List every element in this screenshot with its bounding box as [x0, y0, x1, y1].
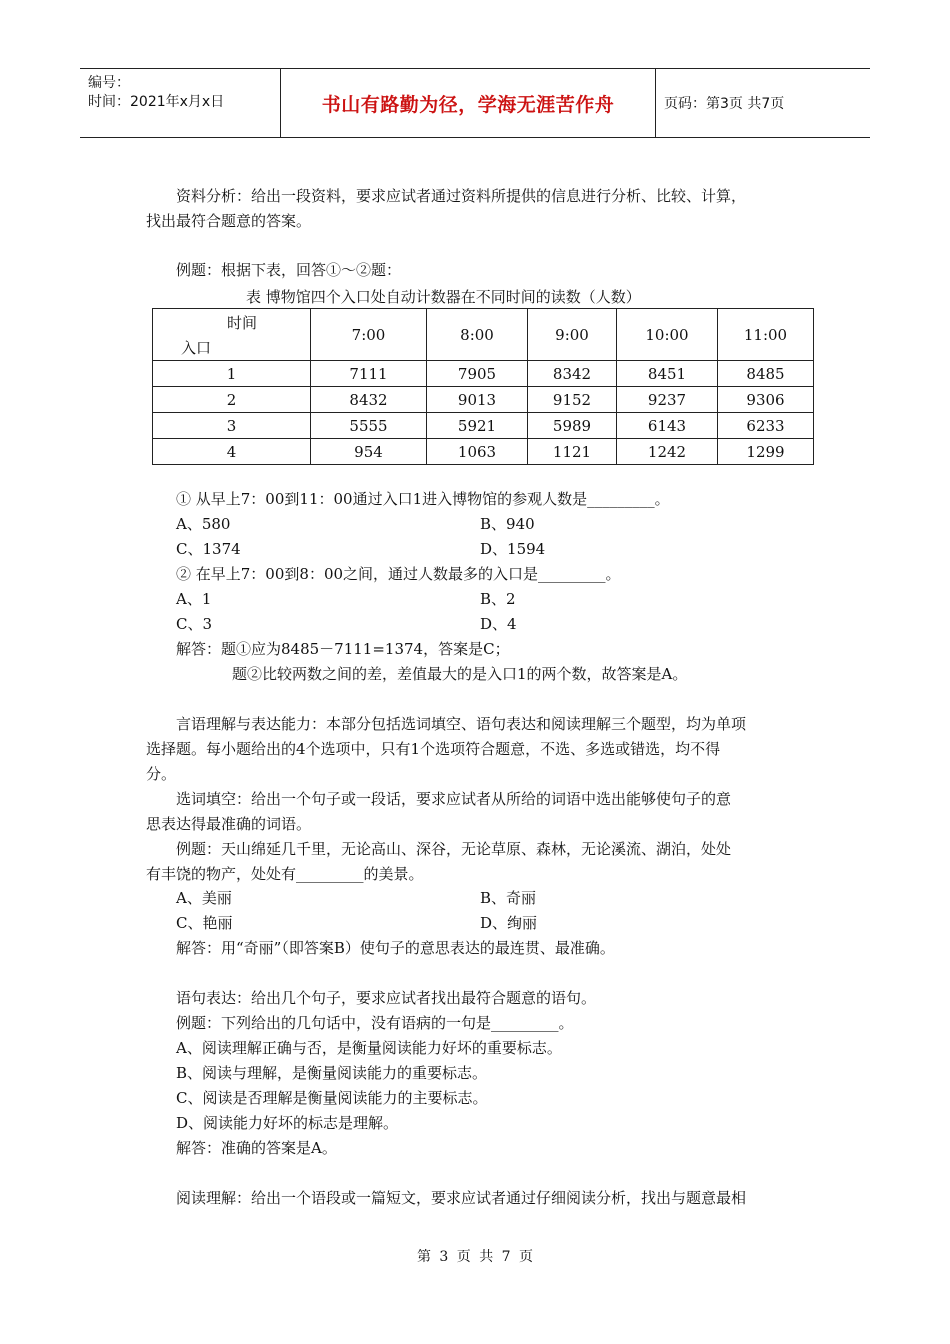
table-cell: 6143 — [617, 413, 718, 439]
table-header-row — [153, 309, 814, 361]
entrance-cell: 1 — [153, 361, 311, 387]
question-1: ① 从早上7：00到11：00通过入口1进入博物馆的参观人数是_________。 — [176, 490, 670, 508]
corner-label-entrance: 入口 — [181, 339, 212, 357]
table-cell: 7905 — [427, 361, 528, 387]
fill-intro-2: 思表达得最准确的词语。 — [146, 815, 312, 833]
table-caption: 表 博物馆四个入口处自动计数器在不同时间的读数（人数） — [246, 288, 641, 306]
example-intro: 例题：根据下表，回答①～②题： — [176, 261, 402, 279]
column-header: 7:00 — [311, 309, 427, 361]
page-code: 页码：第3页 共7页 — [664, 96, 785, 112]
q1-option-c: C、1374 — [176, 540, 241, 558]
table-row — [153, 387, 814, 413]
language-intro-3: 分。 — [146, 765, 177, 783]
fill-answer: 解答：用“奇丽”（即答案B）使句子的意思表达的最连贯、最准确。 — [176, 939, 615, 957]
expression-option-a: A、阅读理解正确与否，是衡量阅读能力好坏的重要标志。 — [176, 1039, 562, 1057]
header-motto-cell — [280, 69, 656, 137]
table-cell: 7111 — [311, 361, 427, 387]
fill-example-1: 例题：天山绵延几千里，无论高山、深谷，无论草原、森林，无论溪流、湖泊，处处 — [176, 840, 732, 858]
table-cell: 8451 — [617, 361, 718, 387]
column-header: 8:00 — [427, 309, 528, 361]
table-cell: 5921 — [427, 413, 528, 439]
column-header: 10:00 — [617, 309, 718, 361]
table-cell: 5555 — [311, 413, 427, 439]
data-analysis-intro-2: 找出最符合题意的答案。 — [146, 212, 312, 230]
column-header: 11:00 — [718, 309, 814, 361]
table-row — [153, 413, 814, 439]
table-cell: 9152 — [528, 387, 617, 413]
fill-option-a: A、美丽 — [176, 889, 232, 907]
page-header — [80, 68, 870, 138]
fill-option-c: C、艳丽 — [176, 914, 233, 932]
entrance-cell: 3 — [153, 413, 311, 439]
q2-option-c: C、3 — [176, 615, 213, 633]
table-corner-cell — [153, 309, 311, 361]
expression-option-d: D、阅读能力好坏的标志是理解。 — [176, 1114, 399, 1132]
table-cell: 954 — [311, 439, 427, 465]
table-row — [153, 439, 814, 465]
header-page-cell — [664, 69, 870, 137]
fill-example-2: 有丰饶的物产，处处有_________的美景。 — [146, 865, 424, 883]
table-cell: 9306 — [718, 387, 814, 413]
q1-option-d: D、1594 — [480, 540, 546, 558]
q2-option-d: D、4 — [480, 615, 517, 633]
q2-option-a: A、1 — [176, 590, 212, 608]
expression-answer: 解答：准确的答案是A。 — [176, 1139, 337, 1157]
table-cell: 8342 — [528, 361, 617, 387]
q1-option-b: B、940 — [480, 515, 535, 533]
table-cell: 1299 — [718, 439, 814, 465]
expression-option-b: B、阅读与理解，是衡量阅读能力的重要标志。 — [176, 1064, 488, 1082]
expression-intro: 语句表达：给出几个句子，要求应试者找出最符合题意的语句。 — [176, 989, 597, 1007]
header-info-cell — [80, 69, 280, 137]
corner-label-time: 时间 — [227, 314, 258, 332]
fill-option-b: B、奇丽 — [480, 889, 537, 907]
entrance-cell: 4 — [153, 439, 311, 465]
table-cell: 6233 — [718, 413, 814, 439]
language-intro-1: 言语理解与表达能力：本部分包括选词填空、语句表达和阅读理解三个题型，均为单项 — [176, 715, 747, 733]
table-cell: 1121 — [528, 439, 617, 465]
q1-option-a: A、580 — [176, 515, 231, 533]
table-cell: 1242 — [617, 439, 718, 465]
question-2: ② 在早上7：00到8：00之间，通过人数最多的入口是_________。 — [176, 565, 621, 583]
q2-option-b: B、2 — [480, 590, 516, 608]
motto: 书山有路勤为径，学海无涯苦作舟 — [321, 93, 615, 116]
number-label: 编号： — [88, 75, 130, 91]
expression-example: 例题：下列给出的几句话中，没有语病的一句是_________。 — [176, 1014, 574, 1032]
table-cell: 8485 — [718, 361, 814, 387]
table-cell: 9237 — [617, 387, 718, 413]
fill-option-d: D、绚丽 — [480, 914, 538, 932]
entrance-cell: 2 — [153, 387, 311, 413]
table-cell: 1063 — [427, 439, 528, 465]
fill-intro-1: 选词填空：给出一个句子或一段话，要求应试者从所给的词语中选出能够使句子的意 — [176, 790, 732, 808]
reading-intro: 阅读理解：给出一个语段或一篇短文，要求应试者通过仔细阅读分析，找出与题意最相 — [176, 1189, 747, 1207]
page-footer: 第 3 页 共 7 页 — [416, 1249, 534, 1265]
table-row — [153, 361, 814, 387]
table-cell: 5989 — [528, 413, 617, 439]
table-cell: 8432 — [311, 387, 427, 413]
expression-option-c: C、阅读是否理解是衡量阅读能力的主要标志。 — [176, 1089, 488, 1107]
answer-line-2: 题②比较两数之间的差，差值最大的是入口1的两个数，故答案是A。 — [232, 665, 688, 683]
data-analysis-intro-1: 资料分析：给出一段资料，要求应试者通过资料所提供的信息进行分析、比较、计算， — [176, 187, 747, 205]
time-label: 时间：2021年x月x日 — [88, 94, 225, 110]
answer-line-1: 解答：题①应为8485－7111=1374，答案是C； — [176, 640, 510, 658]
column-header: 9:00 — [528, 309, 617, 361]
entrance-count-table — [152, 308, 814, 465]
language-intro-2: 选择题。每小题给出的4个选项中，只有1个选项符合题意，不选、多选或错选，均不得 — [146, 740, 721, 758]
table-cell: 9013 — [427, 387, 528, 413]
